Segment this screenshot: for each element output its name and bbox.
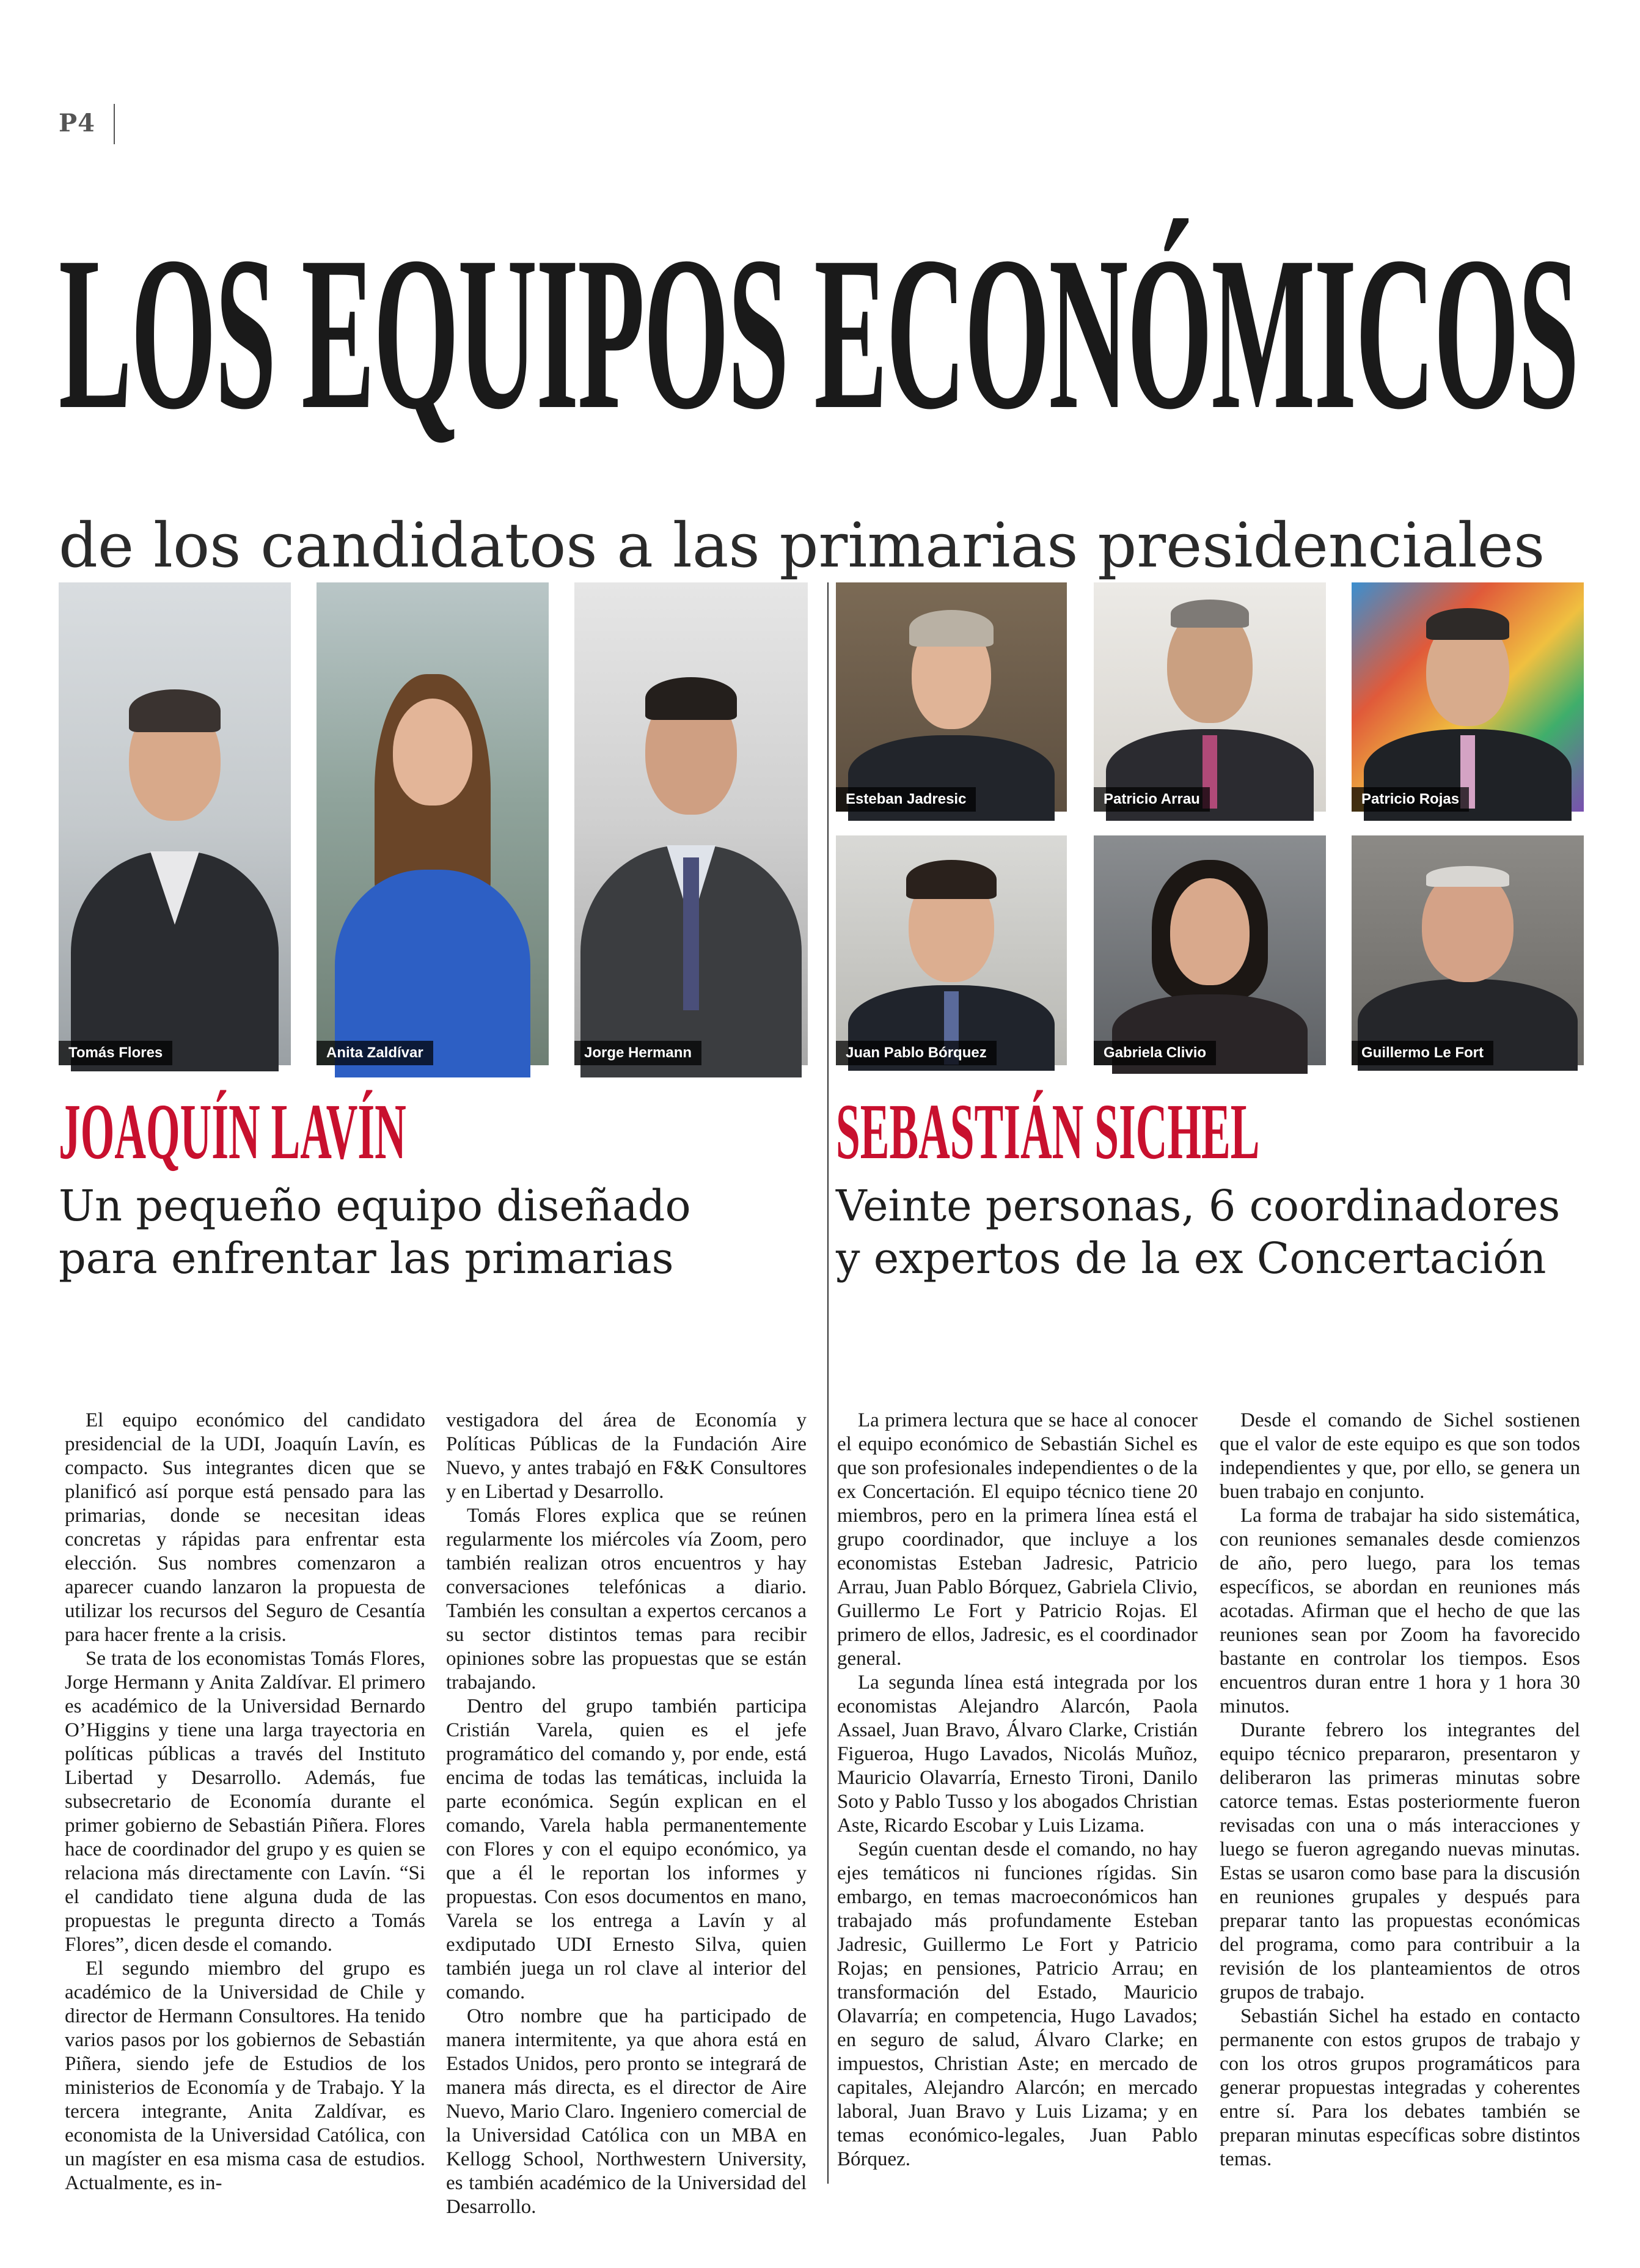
photo-tomas-flores — [59, 582, 291, 1065]
paragraph: Sebastián Sichel ha estado en contacto permanente con estos grupos de trabajo y con los otros grupos programáticos para generar propuestas integradas y coherentes entre sí. Para los debates también se preparan minutas específicas sobre distintos temas. — [1220, 2005, 1580, 2170]
paragraph: La segunda línea está integrada por los economistas Alejandro Alarcón, Paola Assael, Juan Bravo, Álvaro Clarke, Cristián Figueroa, Hugo Lavados, Nicolás Muñoz, Mauricio Olavarría, Ernesto Tironi, Danilo Soto y Pablo Tusso y los abogados Christian Aste, Ricardo Escobar y Luis Lizama. — [837, 1672, 1198, 1837]
photo-jorge-hermann — [574, 582, 808, 1065]
paragraph: El segundo miembro del grupo es académico de la Universidad de Chile y director de Hermann Consultores. Ha tenido varios pasos por los gobiernos de Sebastián Piñera, siendo jefe de Estudios de los ministerios de Economía y de Trabajo. Y la tercera integrante, Anita Zaldívar, es economista de la Universidad Católica, con un magíster en esa misma casa de estudios. Actualmente, es in- — [65, 1958, 425, 2194]
candidate-name-sichel: SEBASTIÁN SICHEL — [836, 1088, 1260, 1176]
photo-caption: Tomás Flores — [59, 1041, 172, 1065]
person-head — [393, 699, 472, 806]
candidate-name-lavin: JOAQUÍN LAVÍN — [59, 1088, 406, 1176]
photo-caption: Gabriela Clivio — [1094, 1041, 1216, 1065]
page-number-rule — [114, 104, 115, 144]
paragraph: vestigadora del área de Economía y Políticas Públicas de la Fundación Aire Nuevo, y antes trabajó en F&K Consultores y en Libertad y Desarrollo. — [446, 1409, 807, 1503]
photo-caption: Patricio Arrau — [1094, 787, 1210, 812]
photo-caption: Esteban Jadresic — [836, 787, 976, 812]
photo-caption: Jorge Hermann — [574, 1041, 701, 1065]
person-hair — [1426, 866, 1509, 887]
subhead-line: Veinte personas, 6 coordinadores — [836, 1181, 1561, 1231]
lavin-column-2 — [446, 1409, 807, 2218]
paragraph: Tomás Flores explica que se reúnen regularmente los miércoles vía Zoom, pero también realizan otros encuentros y hay conversaciones telefónicas a diario. También les consultan a expertos cercanos a su sector distintos temas para recibir opiniones sobre las propuestas que se están trabajando. — [446, 1505, 807, 1694]
photo-caption: Guillermo Le Fort — [1352, 1041, 1493, 1065]
photo-caption: Juan Pablo Bórquez — [836, 1041, 997, 1065]
paragraph: Otro nombre que ha participado de manera intermitente, ya que ahora está en Estados Unidos, pero pronto se integrará de manera más directa, es el director de Aire Nuevo, Mario Claro. Ingeniero comercial de la Universidad Católica con un MBA en Kellogg School, Northwestern University, es también académico de la Universidad del Desarrollo. — [446, 2005, 807, 2218]
lavin-column-1 — [65, 1409, 425, 2197]
subhead-sichel — [836, 1180, 1560, 1285]
paragraph: La forma de trabajar ha sido sistemática, con reuniones semanales desde comienzos de año, pero luego, para los temas específicos, se abordan en reuniones más acotadas. Afirman que el hecho de que las reuniones sean por Zoom ha favorecido bastante en controlar los tiempos. Esos encuentros duran entre 1 hora y 1 hora 30 minutos. — [1220, 1505, 1580, 1717]
column-divider — [827, 582, 829, 2184]
photo-patricio-arrau — [1094, 582, 1326, 812]
headline: LOS EQUIPOS ECONÓMICOS — [59, 211, 1578, 455]
person-hair — [906, 860, 997, 899]
person-hair — [1426, 608, 1509, 640]
sichel-column-1 — [837, 1409, 1198, 2197]
person-hair — [1171, 600, 1249, 628]
photo-patricio-rojas — [1352, 582, 1584, 812]
photo-juan-pablo-borquez — [836, 835, 1067, 1065]
paragraph: La primera lectura que se hace al conocer el equipo económico de Sebastián Sichel es que son profesionales independientes o de la ex Concertación. El equipo técnico tiene 20 miembros, pero en la primera línea está el grupo coordinador, que incluye a los economistas Esteban Jadresic, Patricio Arrau, Juan Pablo Bórquez, Gabriela Clivio, Guillermo Le Fort y Patricio Rojas. El primero de ellos, Jadresic, es el coordinador general. — [837, 1409, 1198, 1670]
photo-caption: Patricio Rojas — [1352, 787, 1469, 812]
subtitle: de los candidatos a las primarias presidenciales — [59, 510, 1545, 581]
photo-gabriela-clivio — [1094, 835, 1326, 1065]
paragraph: Desde el comando de Sichel sostienen que el valor de este equipo es que son todos independientes y que, por ello, se genera un buen trabajo en conjunto. — [1220, 1409, 1580, 1503]
photo-caption: Anita Zaldívar — [317, 1041, 433, 1065]
photo-guillermo-le-fort — [1352, 835, 1584, 1065]
sichel-column-2 — [1220, 1409, 1580, 2197]
tie — [683, 857, 699, 1010]
subhead-line: Un pequeño equipo diseñado — [59, 1181, 691, 1231]
paragraph: Dentro del grupo también participa Cristián Varela, quien es el jefe programático del comando y, por ende, está encima de todas las temáticas, incluida la parte económica. Según explican en el comando, Varela habla permanentemente con Flores y con el equipo económico, ya que a él le reportan los informes y propuestas. Con esos documentos en mano, Varela se los entrega a Lavín y al exdiputado UDI Ernesto Silva, quien también juega un rol clave al interior del comando. — [446, 1695, 807, 2003]
subhead-lavin — [59, 1180, 691, 1285]
person-head — [1170, 878, 1250, 985]
paragraph: Según cuentan desde el comando, no hay ejes temáticos ni funciones rígidas. Sin embargo, en temas macroeconómicos han trabajado más profundamente Esteban Jadresic, Guillermo Le Fort y Patricio Rojas; en pensiones, Patricio Arrau; en transformación del Estado, Mauricio Olavarría; en competencia, Hugo Lavados; en seguro de salud, Álvaro Clarke; en impuestos, Christian Aste; en mercado de capitales, Alejandro Alarcón; en mercado laboral, Juan Bravo y Luis Lizama; y en temas económico-legales, Juan Pablo Bórquez. — [837, 1838, 1198, 2170]
subhead-line: para enfrentar las primarias — [59, 1233, 674, 1283]
photo-esteban-jadresic — [836, 582, 1067, 812]
page-number: P4 — [59, 109, 95, 138]
paragraph: El equipo económico del candidato presidencial de la UDI, Joaquín Lavín, es compacto. Sus integrantes dicen que se planificó así porque está pensado para las primarias, donde se necesitan ideas concretas y rápidas para enfrentar esta elección. Sus nombres comenzaron a aparecer cuando lanzaron la propuesta de utilizar los recursos del Seguro de Cesantía para hacer frente a la crisis. — [65, 1409, 425, 1646]
subhead-line: y expertos de la ex Concertación — [836, 1233, 1547, 1283]
photo-anita-zaldivar — [317, 582, 549, 1065]
paragraph: Durante febrero los integrantes del equipo técnico prepararon, presentaron y deliberaron las primeras minutas sobre catorce temas. Estas posteriormente fueron revisadas con una o más interacciones y luego se fueron agregando nuevas minutas. Estas se usaron como base para la discusión en reuniones grupales y después para preparar tanto las propuestas económicas del programa, como para contribuir a la revisión de los planteamientos de otros grupos de trabajo. — [1220, 1719, 1580, 2003]
person-hair — [645, 677, 737, 720]
paragraph: Se trata de los economistas Tomás Flores, Jorge Hermann y Anita Zaldívar. El primero es académico de la Universidad Bernardo O’Higgins y tiene una larga trayectoria en políticas públicas a través del Instituto Libertad y Desarrollo. Además, fue subsecretario de Economía durante el primer gobierno de Sebastián Piñera. Flores hace de coordinador del grupo y es quien se relaciona más directamente con Lavín. “Si el candidato tiene alguna duda de las propuestas le pregunta directo a Tomás Flores”, dicen desde el comando. — [65, 1648, 425, 1956]
person-hair — [909, 610, 994, 647]
person-hair — [129, 689, 221, 732]
